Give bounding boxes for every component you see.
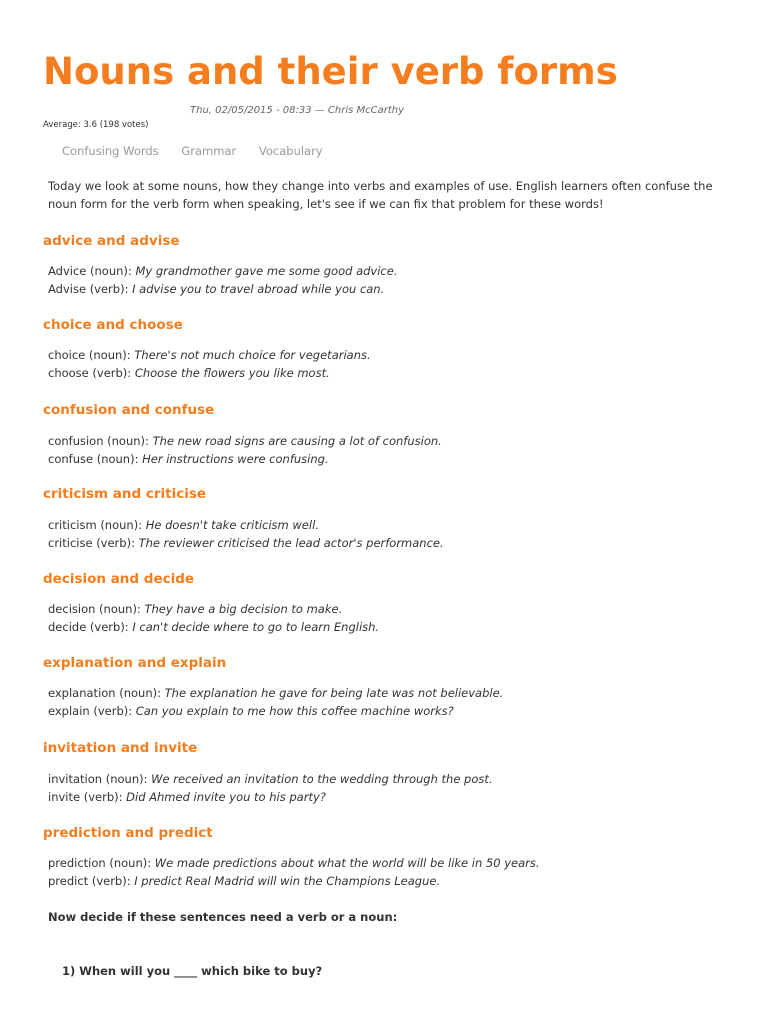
section-heading: advice and advise: [43, 233, 180, 249]
example-sentence: The new road signs are causing a lot of confusion.: [152, 434, 442, 448]
word-label: criticise (verb):: [48, 536, 139, 550]
word-label: choose (verb):: [48, 366, 135, 380]
word-label: criticism (noun):: [48, 518, 146, 532]
tag-vocabulary[interactable]: Vocabulary: [258, 144, 323, 158]
section-heading: choice and choose: [43, 317, 183, 333]
tag-list: [62, 144, 342, 158]
article-byline: Thu, 02/05/2015 - 08:33 — Chris McCarthy: [190, 105, 405, 116]
example-line: [48, 262, 397, 280]
example-sentence: He doesn't take criticism well.: [145, 518, 319, 532]
example-block: [48, 770, 493, 806]
example-line: [48, 600, 379, 618]
page-title: Nouns and their verb forms: [43, 50, 618, 93]
example-sentence: Choose the flowers you like most.: [134, 366, 330, 380]
example-sentence: I can't decide where to go to learn English.: [132, 620, 380, 634]
example-line: [48, 788, 493, 806]
word-label: predict (verb):: [48, 874, 135, 888]
word-label: Advise (verb):: [48, 282, 133, 296]
example-block: [48, 684, 503, 720]
section-heading: confusion and confuse: [43, 402, 215, 418]
example-block: [48, 432, 442, 468]
example-block: [48, 346, 371, 382]
example-line: [48, 364, 371, 382]
word-label: explain (verb):: [48, 704, 136, 718]
example-block: [48, 600, 379, 636]
exercise-instruction: Now decide if these sentences need a verb or a noun:: [48, 910, 398, 924]
intro-paragraph: Today we look at some nouns, how they change into verbs and examples of use. English learners often confuse the noun form for the verb form when speaking, let's see if we can fix that problem for these words!: [48, 179, 713, 211]
word-label: confusion (noun):: [48, 434, 153, 448]
example-sentence: The explanation he gave for being late was not believable.: [164, 686, 504, 700]
word-label: choice (noun):: [48, 348, 135, 362]
vote-rating: Average: 3.6 (198 votes): [43, 120, 149, 130]
example-line: [48, 872, 540, 890]
example-sentence: We made predictions about what the world will be like in 50 years.: [154, 856, 540, 870]
word-label: decide (verb):: [48, 620, 133, 634]
example-sentence: They have a big decision to make.: [144, 602, 343, 616]
section-heading: explanation and explain: [43, 655, 227, 671]
word-label: prediction (noun):: [48, 856, 155, 870]
tag-confusing-words[interactable]: Confusing Words: [62, 144, 159, 158]
word-label: Advice (noun):: [48, 264, 136, 278]
example-line: [48, 770, 493, 788]
example-line: [48, 280, 397, 298]
example-line: [48, 346, 371, 364]
example-sentence: Can you explain to me how this coffee machine works?: [135, 704, 454, 718]
section-heading: decision and decide: [43, 571, 195, 587]
example-sentence: I advise you to travel abroad while you can.: [132, 282, 385, 296]
example-sentence: My grandmother gave me some good advice.: [135, 264, 398, 278]
word-label: invitation (noun):: [48, 772, 152, 786]
section-heading: criticism and criticise: [43, 486, 207, 502]
example-line: [48, 534, 444, 552]
example-line: [48, 516, 444, 534]
example-block: [48, 854, 540, 890]
example-sentence: I predict Real Madrid will win the Champions League.: [134, 874, 441, 888]
example-line: [48, 450, 442, 468]
example-block: [48, 516, 444, 552]
example-sentence: There's not much choice for vegetarians.: [134, 348, 371, 362]
example-sentence: Her instructions were confusing.: [142, 452, 329, 466]
example-sentence: We received an invitation to the wedding through the post.: [151, 772, 493, 786]
word-label: confuse (noun):: [48, 452, 143, 466]
exercise-question: 1) When will you ____ which bike to buy?: [62, 964, 323, 978]
example-sentence: The reviewer criticised the lead actor's performance.: [138, 536, 444, 550]
example-sentence: Did Ahmed invite you to his party?: [126, 790, 326, 804]
example-line: [48, 618, 379, 636]
example-line: [48, 684, 503, 702]
section-heading: prediction and predict: [43, 825, 213, 841]
example-line: [48, 702, 503, 720]
word-label: explanation (noun):: [48, 686, 165, 700]
word-label: invite (verb):: [48, 790, 127, 804]
example-line: [48, 432, 442, 450]
example-block: [48, 262, 397, 298]
section-heading: invitation and invite: [43, 740, 198, 756]
word-label: decision (noun):: [48, 602, 145, 616]
example-line: [48, 854, 540, 872]
tag-grammar[interactable]: Grammar: [181, 144, 237, 158]
